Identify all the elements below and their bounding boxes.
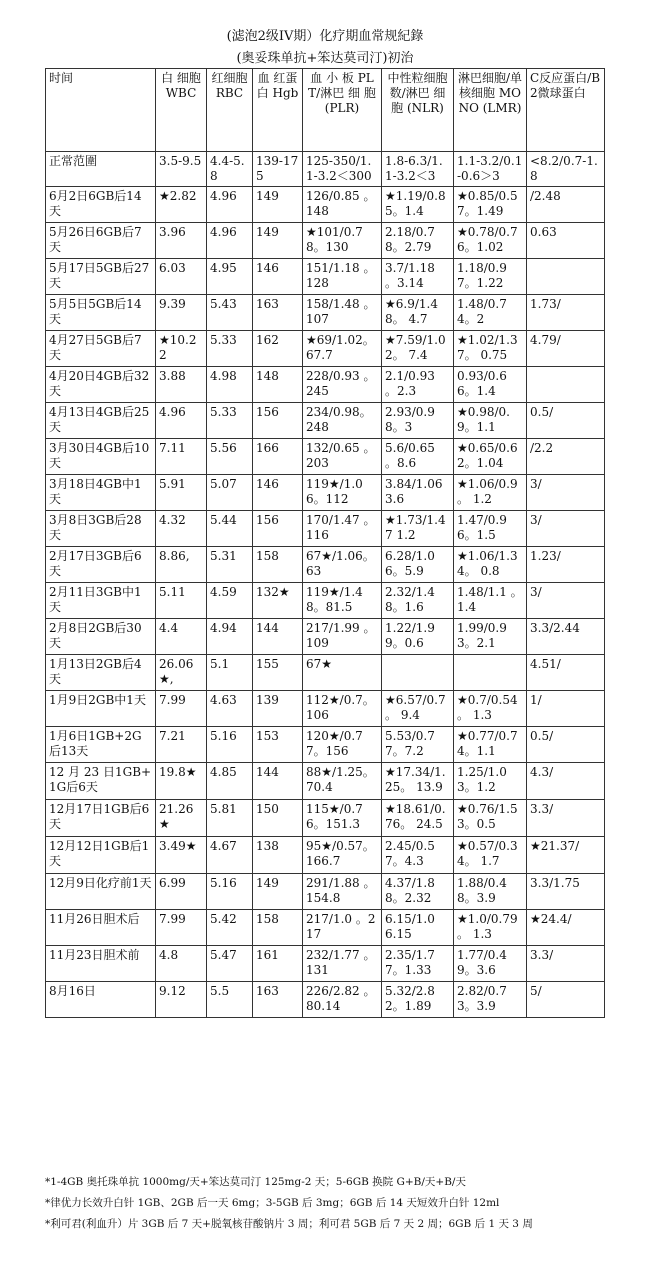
cell-date: 3月30日4GB后10天	[46, 439, 156, 475]
cell-date: 1月9日2GB中1天	[46, 691, 156, 727]
table-row	[46, 655, 605, 691]
cell-plr: ★101/0.78。130	[303, 223, 382, 259]
cell-wbc: 9.12	[156, 982, 207, 1018]
cell-nlr: 2.93/0.98。3	[382, 403, 454, 439]
table-row	[46, 910, 605, 946]
cell-hgb: 156	[253, 511, 303, 547]
cell-date: 11月23日胆术前	[46, 946, 156, 982]
cell-wbc: 6.03	[156, 259, 207, 295]
cell-plr: ★69/1.02。67.7	[303, 331, 382, 367]
cell-wbc: 4.4	[156, 619, 207, 655]
header-wbc: 白 细胞 WBC	[156, 69, 207, 152]
cell-crp-b2: /2.48	[527, 187, 605, 223]
cell-crp-b2: 3.3/	[527, 800, 605, 837]
cell-rbc: 4.59	[207, 583, 253, 619]
cell-rbc: 5.31	[207, 547, 253, 583]
cell-hgb: 148	[253, 367, 303, 403]
cell-hgb: 162	[253, 331, 303, 367]
header-time: 时间	[46, 69, 156, 152]
cell-nlr: 6.28/1.06。5.9	[382, 547, 454, 583]
cell-nlr: 1.22/1.99。0.6	[382, 619, 454, 655]
table-row	[46, 331, 605, 367]
cell-date: 5月5日5GB后14天	[46, 295, 156, 331]
cell-rbc: 5.5	[207, 982, 253, 1018]
cell-lmr: ★1.06/0.9 。 1.2	[454, 475, 527, 511]
cell-wbc: 8.86,	[156, 547, 207, 583]
cell-date: 5月17日5GB后27天	[46, 259, 156, 295]
cell-lmr: 1.48/1.1 。1.4	[454, 583, 527, 619]
cell-rbc: 4.96	[207, 187, 253, 223]
cell-rbc: 4.63	[207, 691, 253, 727]
cell-rbc: 5.1	[207, 655, 253, 691]
cell-date: 2月11日3GB中1天	[46, 583, 156, 619]
cell-lmr: 1.25/1.03。1.2	[454, 763, 527, 800]
cell-hgb: 158	[253, 547, 303, 583]
cell-nlr: 5.32/2.82。1.89	[382, 982, 454, 1018]
cell-lmr: 1.48/0.74。2	[454, 295, 527, 331]
cell-rbc: 5.33	[207, 331, 253, 367]
cell-crp-b2: 5/	[527, 982, 605, 1018]
table-row	[46, 152, 605, 187]
cell-hgb: 146	[253, 259, 303, 295]
cell-hgb: 163	[253, 295, 303, 331]
cell-date: 11月26日胆术后	[46, 910, 156, 946]
cell-wbc: 7.21	[156, 727, 207, 763]
cell-wbc: 5.91	[156, 475, 207, 511]
cell-nlr: ★18.61/0.76。 24.5	[382, 800, 454, 837]
header-hgb: 血 红蛋 白 Hgb	[253, 69, 303, 152]
cell-wbc: 7.99	[156, 910, 207, 946]
cell-plr: 95★/0.57。166.7	[303, 837, 382, 874]
cell-lmr: 1.99/0.93。2.1	[454, 619, 527, 655]
cell-plr: 291/1.88 。154.8	[303, 874, 382, 910]
cell-nlr: 2.1/0.93 。2.3	[382, 367, 454, 403]
cell-rbc: 5.16	[207, 727, 253, 763]
cell-plr: 119★/1.06。112	[303, 475, 382, 511]
cell-hgb: 132★	[253, 583, 303, 619]
cell-lmr: ★0.65/0.62。1.04	[454, 439, 527, 475]
table-row	[46, 295, 605, 331]
cell-nlr: 4.37/1.88。2.32	[382, 874, 454, 910]
cell-nlr: 5.53/0.77。7.2	[382, 727, 454, 763]
cell-date: 3月8日3GB后28天	[46, 511, 156, 547]
cell-wbc: 9.39	[156, 295, 207, 331]
cell-crp-b2: 3.3/2.44	[527, 619, 605, 655]
footnote: *利可君(利血升）片 3GB 后 7 天+脱氧核苷酸钠片 3 周；利可君 5GB 后 7 天 2 周；6GB 后 1 天 3 周	[45, 1218, 533, 1230]
table-row	[46, 800, 605, 837]
cell-date: 5月26日6GB后7天	[46, 223, 156, 259]
cell-lmr	[454, 655, 527, 691]
cell-date: 12月17日1GB后6天	[46, 800, 156, 837]
cell-wbc: 21.26★	[156, 800, 207, 837]
cell-hgb: 153	[253, 727, 303, 763]
table-row	[46, 259, 605, 295]
cell-wbc: 3.96	[156, 223, 207, 259]
table-row	[46, 837, 605, 874]
cell-hgb: 144	[253, 619, 303, 655]
cell-wbc: 4.96	[156, 403, 207, 439]
cell-lmr: 0.93/0.66。1.4	[454, 367, 527, 403]
cell-crp-b2: 1/	[527, 691, 605, 727]
cell-rbc: 4.98	[207, 367, 253, 403]
cell-lmr: 1.77/0.49。3.6	[454, 946, 527, 982]
cell-nlr: 2.32/1.48。1.6	[382, 583, 454, 619]
cell-lmr: ★1.02/1.37。 0.75	[454, 331, 527, 367]
cell-hgb: 139-175	[253, 152, 303, 187]
cell-wbc: 3.88	[156, 367, 207, 403]
cell-date: 6月2日6GB后14天	[46, 187, 156, 223]
cell-wbc: 3.5-9.5	[156, 152, 207, 187]
cell-wbc: ★10.22	[156, 331, 207, 367]
cell-plr: 217/1.0 。217	[303, 910, 382, 946]
cell-lmr: 1.88/0.48。3.9	[454, 874, 527, 910]
cell-hgb: 139	[253, 691, 303, 727]
cell-rbc: 5.43	[207, 295, 253, 331]
cell-nlr	[382, 655, 454, 691]
cell-crp-b2: 3/	[527, 583, 605, 619]
cell-hgb: 146	[253, 475, 303, 511]
cell-plr: 226/2.82 。80.14	[303, 982, 382, 1018]
cell-plr: 126/0.85 。148	[303, 187, 382, 223]
cell-lmr: ★0.76/1.53。0.5	[454, 800, 527, 837]
table-row	[46, 763, 605, 800]
cell-lmr: 2.82/0.73。3.9	[454, 982, 527, 1018]
cell-plr: 170/1.47 。116	[303, 511, 382, 547]
cell-date: 3月18日4GB中1天	[46, 475, 156, 511]
cell-plr: 119★/1.48。81.5	[303, 583, 382, 619]
cell-date: 4月27日5GB后7天	[46, 331, 156, 367]
cell-lmr: ★0.57/0.34。 1.7	[454, 837, 527, 874]
cell-date: 1月6日1GB+2G后13天	[46, 727, 156, 763]
footnote: *1-4GB 奥托珠单抗 1000mg/天+笨达莫司汀 125mg-2 天；5-6GB 换院 G+B/天+B/天	[45, 1176, 466, 1188]
cell-nlr: 2.18/0.78。2.79	[382, 223, 454, 259]
cell-rbc: 4.4-5.8	[207, 152, 253, 187]
cell-lmr: ★0.7/0.54 。 1.3	[454, 691, 527, 727]
cell-hgb: 144	[253, 763, 303, 800]
cell-nlr: ★6.9/1.48。 4.7	[382, 295, 454, 331]
table-row	[46, 583, 605, 619]
cell-rbc: 5.44	[207, 511, 253, 547]
cell-date: 8月16日	[46, 982, 156, 1018]
cell-lmr: ★1.0/0.79 。 1.3	[454, 910, 527, 946]
cell-crp-b2: 1.73/	[527, 295, 605, 331]
header-plr: 血 小 板 PLT/淋巴 细 胞 (PLR)	[303, 69, 382, 152]
cell-rbc: 5.47	[207, 946, 253, 982]
cell-wbc: 3.49★	[156, 837, 207, 874]
cell-plr: 228/0.93 。245	[303, 367, 382, 403]
cell-rbc: 4.94	[207, 619, 253, 655]
cell-crp-b2: 4.3/	[527, 763, 605, 800]
blood-test-table	[45, 68, 605, 1018]
cell-wbc: 4.32	[156, 511, 207, 547]
cell-crp-b2: 3/	[527, 511, 605, 547]
cell-plr: 120★/0.77。156	[303, 727, 382, 763]
cell-lmr: ★0.85/0.57。1.49	[454, 187, 527, 223]
cell-nlr: ★17.34/1.25。 13.9	[382, 763, 454, 800]
cell-plr: 115★/0.76。151.3	[303, 800, 382, 837]
table-row	[46, 439, 605, 475]
header-nlr: 中性粒细胞数/淋巴 细 胞 (NLR)	[382, 69, 454, 152]
cell-rbc: 5.16	[207, 874, 253, 910]
cell-nlr: 3.84/1.06 3.6	[382, 475, 454, 511]
cell-plr: 132/0.65 。203	[303, 439, 382, 475]
cell-date: 2月17日3GB后6天	[46, 547, 156, 583]
cell-crp-b2: 3/	[527, 475, 605, 511]
cell-crp-b2: 0.5/	[527, 727, 605, 763]
cell-hgb: 150	[253, 800, 303, 837]
document-subtitle: (奥妥珠单抗+笨达莫司汀)初治	[236, 51, 414, 66]
table-row	[46, 475, 605, 511]
cell-plr: 217/1.99 。109	[303, 619, 382, 655]
cell-crp-b2: 4.51/	[527, 655, 605, 691]
cell-crp-b2: 3.3/1.75	[527, 874, 605, 910]
cell-plr: 232/1.77 。131	[303, 946, 382, 982]
cell-hgb: 161	[253, 946, 303, 982]
cell-wbc: 7.99	[156, 691, 207, 727]
cell-crp-b2	[527, 367, 605, 403]
cell-nlr: 6.15/1.0 6.15	[382, 910, 454, 946]
cell-wbc: ★2.82	[156, 187, 207, 223]
table-row	[46, 982, 605, 1018]
cell-rbc: 4.85	[207, 763, 253, 800]
cell-date: 12月9日化疗前1天	[46, 874, 156, 910]
footnote: *律优力长效升白针 1GB、2GB 后一天 6mg；3-5GB 后 3mg；6GB 后 14 天短效升白针 12ml	[45, 1197, 500, 1209]
cell-crp-b2: 1.23/	[527, 547, 605, 583]
cell-hgb: 158	[253, 910, 303, 946]
cell-plr: 67★/1.06。63	[303, 547, 382, 583]
footnotes	[45, 1172, 645, 1235]
cell-rbc: 5.81	[207, 800, 253, 837]
cell-nlr: 5.6/0.65 。8.6	[382, 439, 454, 475]
cell-lmr: ★1.06/1.34。 0.8	[454, 547, 527, 583]
cell-rbc: 4.96	[207, 223, 253, 259]
header-rbc: 红细胞 RBC	[207, 69, 253, 152]
cell-hgb: 166	[253, 439, 303, 475]
cell-lmr: ★0.78/0.76。1.02	[454, 223, 527, 259]
table-row	[46, 619, 605, 655]
cell-nlr: ★1.19/0.85。1.4	[382, 187, 454, 223]
cell-lmr: 1.18/0.97。1.22	[454, 259, 527, 295]
cell-lmr: 1.1-3.2/0.1-0.6＞3	[454, 152, 527, 187]
cell-plr: 88★/1.25。70.4	[303, 763, 382, 800]
table-row	[46, 691, 605, 727]
table-row	[46, 367, 605, 403]
cell-plr: 234/0.98。248	[303, 403, 382, 439]
table-header-row	[46, 69, 605, 152]
cell-hgb: 149	[253, 874, 303, 910]
cell-date: 4月13日4GB后25天	[46, 403, 156, 439]
cell-rbc: 5.07	[207, 475, 253, 511]
cell-lmr: ★0.98/0.9。1.1	[454, 403, 527, 439]
cell-crp-b2: <8.2/0.7-1.8	[527, 152, 605, 187]
cell-date: 4月20日4GB后32天	[46, 367, 156, 403]
table-row	[46, 187, 605, 223]
cell-crp-b2: ★21.37/	[527, 837, 605, 874]
cell-wbc: 19.8★	[156, 763, 207, 800]
cell-date: 正常范圍	[46, 152, 156, 187]
cell-nlr: ★1.73/1.47 1.2	[382, 511, 454, 547]
cell-date: 2月8日2GB后30天	[46, 619, 156, 655]
cell-wbc: 4.8	[156, 946, 207, 982]
cell-hgb: 163	[253, 982, 303, 1018]
cell-wbc: 26.06★,	[156, 655, 207, 691]
cell-plr: 112★/0.7。106	[303, 691, 382, 727]
table-row	[46, 511, 605, 547]
cell-nlr: 2.35/1.77。1.33	[382, 946, 454, 982]
cell-hgb: 155	[253, 655, 303, 691]
cell-lmr: 1.47/0.96。1.5	[454, 511, 527, 547]
cell-plr: 67★	[303, 655, 382, 691]
cell-wbc: 6.99	[156, 874, 207, 910]
header-crp-b2: C反应蛋白/B2微球蛋白	[527, 69, 605, 152]
cell-crp-b2: 0.63	[527, 223, 605, 259]
cell-nlr: 2.45/0.57。4.3	[382, 837, 454, 874]
cell-plr: 125-350/1.1-3.2＜300	[303, 152, 382, 187]
cell-nlr: 3.7/1.18 。3.14	[382, 259, 454, 295]
cell-crp-b2: 4.79/	[527, 331, 605, 367]
cell-rbc: 5.33	[207, 403, 253, 439]
table-row	[46, 547, 605, 583]
table-row	[46, 727, 605, 763]
cell-hgb: 138	[253, 837, 303, 874]
cell-nlr: ★7.59/1.02。 7.4	[382, 331, 454, 367]
table-row	[46, 874, 605, 910]
cell-hgb: 149	[253, 187, 303, 223]
table-row	[46, 223, 605, 259]
cell-plr: 151/1.18 。128	[303, 259, 382, 295]
cell-date: 1月13日2GB后4天	[46, 655, 156, 691]
cell-plr: 158/1.48 。107	[303, 295, 382, 331]
cell-date: 12 月 23 日1GB+1G后6天	[46, 763, 156, 800]
cell-crp-b2: /2.2	[527, 439, 605, 475]
cell-hgb: 149	[253, 223, 303, 259]
cell-wbc: 7.11	[156, 439, 207, 475]
cell-date: 12月12日1GB后1天	[46, 837, 156, 874]
cell-crp-b2: ★24.4/	[527, 910, 605, 946]
header-lmr: 淋巴细胞/单核细胞 MONO (LMR)	[454, 69, 527, 152]
cell-nlr: ★6.57/0.7 。 9.4	[382, 691, 454, 727]
cell-rbc: 4.95	[207, 259, 253, 295]
cell-crp-b2: 3.3/	[527, 946, 605, 982]
cell-rbc: 5.42	[207, 910, 253, 946]
cell-wbc: 5.11	[156, 583, 207, 619]
cell-lmr: ★0.77/0.74。1.1	[454, 727, 527, 763]
document-title: (滤泡2级IV期）化疗期血常规紀錄	[226, 29, 424, 44]
table-row	[46, 946, 605, 982]
cell-rbc: 5.56	[207, 439, 253, 475]
cell-rbc: 4.67	[207, 837, 253, 874]
cell-crp-b2	[527, 259, 605, 295]
table-body	[46, 152, 605, 1018]
cell-hgb: 156	[253, 403, 303, 439]
cell-crp-b2: 0.5/	[527, 403, 605, 439]
table-row	[46, 403, 605, 439]
cell-nlr: 1.8-6.3/1.1-3.2＜3	[382, 152, 454, 187]
